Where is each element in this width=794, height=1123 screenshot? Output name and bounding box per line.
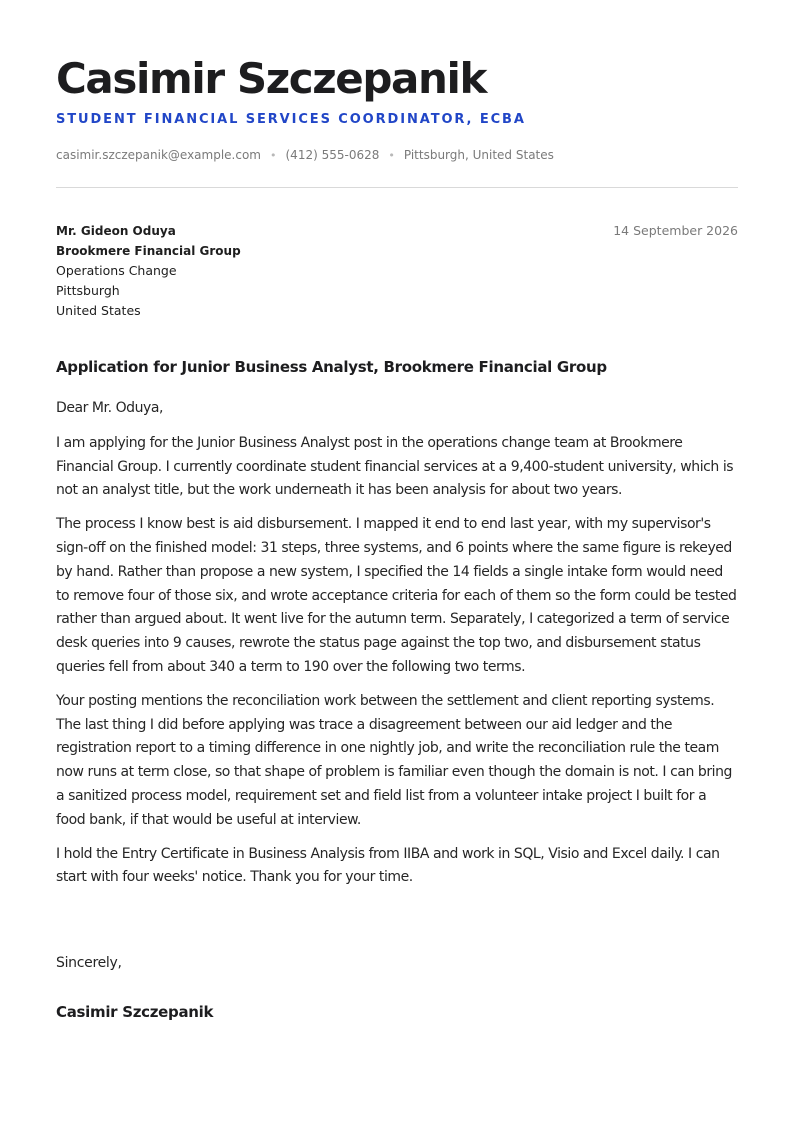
letter-date: 14 September 2026 <box>613 223 738 238</box>
recipient-name: Mr. Gideon Oduya <box>56 224 176 238</box>
letter-body <box>56 397 738 900</box>
email-text: casimir.szczepanik@example.com <box>56 148 261 162</box>
applicant-title: STUDENT FINANCIAL SERVICES COORDINATOR, ECBA <box>56 112 526 127</box>
separator-dot: • <box>270 148 277 162</box>
salutation: Dear Mr. Oduya, <box>56 400 163 416</box>
recipient-company: Brookmere Financial Group <box>56 244 241 258</box>
closing-phrase: Sincerely, <box>56 955 122 971</box>
recipient-city: Pittsburgh <box>56 283 120 298</box>
recipient-department: Operations Change <box>56 263 177 278</box>
location-text: Pittsburgh, United States <box>403 148 554 162</box>
phone-text: (412) 555-0628 <box>285 148 380 162</box>
applicant-name: Casimir Szczepanik <box>56 54 487 103</box>
signature-name: Casimir Szczepanik <box>56 1003 214 1021</box>
body-paragraph: Your posting mentions the reconciliation work between the settlement and client reporting systems. The last thing I did before applying was trace a disagreement between our aid ledger and the registration report to a timing difference in one nightly job, and write the reconciliation rule the team now runs at term close, so that shape of problem is familiar even though the domain is not. I can bring a sanitized process model, requirement set and field list from a volunteer intake project I built for a food bank, if that would be useful at interview. <box>56 692 732 828</box>
body-paragraph: I am applying for the Junior Business Analyst post in the operations change team at Brookmere Financial Group. I currently coordinate student financial services at a 9,400-student university, which is not an analyst title, but the work underneath it has been analysis for about two years. <box>56 434 734 499</box>
body-paragraph: I hold the Entry Certificate in Business Analysis from IIBA and work in SQL, Visio and Excel daily. I can start with four weeks' notice. Thank you for your time. <box>56 845 720 886</box>
recipient-country: United States <box>56 303 141 318</box>
body-paragraph: The process I know best is aid disbursement. I mapped it end to end last year, with my supervisor's sign-off on the finished model: 31 steps, three systems, and 6 points where the same figure is rekeyed by hand. Rather than propose a new system, I specified the 14 fields a single intake form would need to remove four of those six, and wrote acceptance criteria for each of them so the form could be tested rather than argued about. It went live for the autumn term. Separately, I categorized a term of service desk queries into 9 causes, rewrote the status page against the top two, and disbursement status queries fell from about 340 a term to 190 over the following two terms. <box>56 516 737 675</box>
contact-line <box>56 148 554 162</box>
subject-line: Application for Junior Business Analyst, Brookmere Financial Group <box>56 358 607 376</box>
header-divider <box>56 187 738 188</box>
recipient-block <box>56 221 241 321</box>
separator-dot: • <box>388 148 395 162</box>
